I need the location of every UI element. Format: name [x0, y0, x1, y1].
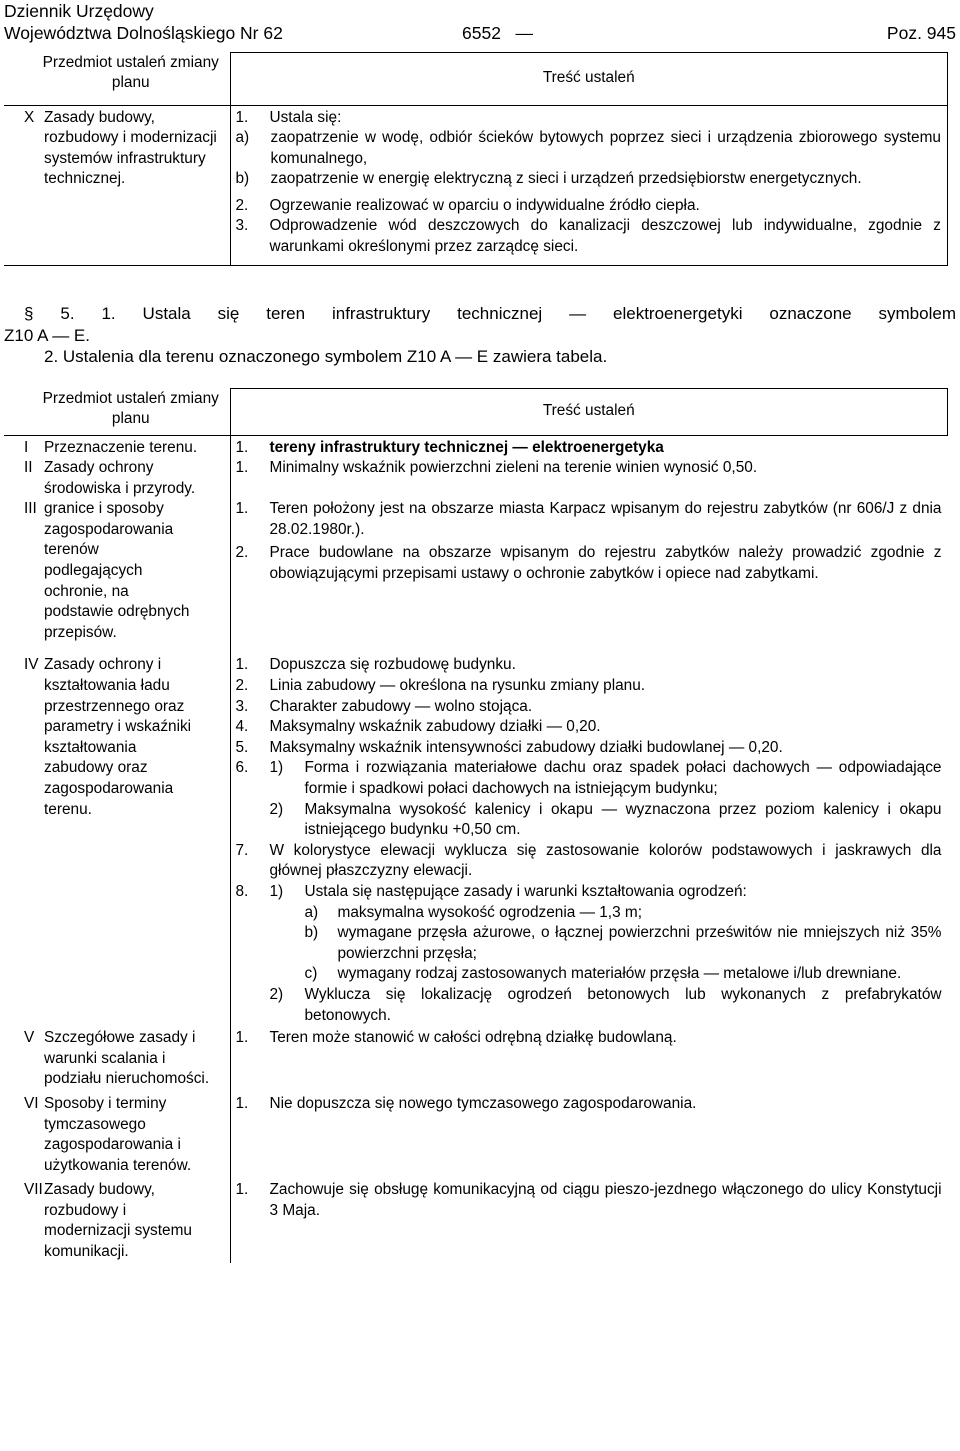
- row-content: [230, 105, 948, 265]
- list-subitem: 1) Ustala się następujące zasady i warunki kształtowania ogrodzeń:: [269, 882, 747, 900]
- subject-header: Przedmiot ustaleń zmiany planu: [4, 53, 230, 106]
- section-paragraph-1-cont: Z10 A — E.: [4, 326, 90, 345]
- list-subitem: 2) Wyklucza się lokalizację ogrodzeń betonowych lub wykonanych z prefabrykatów betonowych.: [269, 985, 942, 1024]
- list-item: 7. W kolorystyce elewacji wyklucza się zastosowanie kolorów podstawowych i jaskrawych dla głównej płaszczyzny elewacji.: [235, 841, 942, 880]
- table-row: III granice i sposoby zagospodarowania terenów podlegających ochronie, na podstawie odrębnych przepisów. 1. Teren położony jest na obszarze miasta Karpacz wpisanym do rejestru zabytków (nr 606/J z dnia 28.02.1980r.). 2. Prace budowlane na obszarze wpisanym do rejestru zabytków należy prowadzić zgodnie z obowiązującymi przepisami ustawy o ochronie zabytków i opiece nad zabytkami.: [4, 499, 948, 655]
- list-subitem: b) zaopatrzenie w energię elektryczną z sieci i urządzeń przedsiębiorstw energetycznych.: [235, 170, 862, 188]
- list-item: 1. Teren położony jest na obszarze miasta Karpacz wpisanym do rejestru zabytków (nr 606/J z dnia 28.02.1980r.).: [235, 500, 942, 538]
- table-row: [4, 105, 948, 265]
- voivodeship-number: Województwa Dolnośląskiego Nr 62: [4, 23, 283, 43]
- content-header: Treść ustaleń: [230, 389, 948, 436]
- row-subject: Zasady budowy, rozbudowy i modernizacji systemów infrastruktury technicznej.: [40, 105, 230, 265]
- journal-title: Dziennik Urzędowy: [4, 1, 154, 21]
- table-z10-rules: [4, 388, 948, 1263]
- list-subitem: 2) Maksymalna wysokość kalenicy i okapu — wyznaczona przez poziom kalenicy i okapu istniejącego budynku +0,50 cm.: [269, 800, 942, 839]
- table-header-row: [4, 389, 948, 436]
- list-item: 1. tereny infrastruktury technicznej — elektroenergetyka: [235, 438, 664, 456]
- page-number: 6552 —: [462, 23, 534, 43]
- row-numeral: X: [4, 105, 40, 265]
- table-header-row: [4, 53, 948, 106]
- list-item: 1. Dopuszcza się rozbudowę budynku.: [235, 656, 516, 674]
- list-item: 1. Nie dopuszcza się nowego tymczasowego zagospodarowania.: [235, 1094, 697, 1112]
- list-item: 2. Linia zabudowy — określona na rysunku zmiany planu.: [235, 677, 646, 695]
- list-subsubitem: c) wymagany rodzaj zastosowanych materiałów przęsła — metalowe i/lub drewniane.: [304, 965, 902, 983]
- list-item: 3. Charakter zabudowy — wolno stojąca.: [235, 697, 533, 715]
- content-header: Treść ustaleń: [230, 53, 948, 106]
- subject-header: Przedmiot ustaleń zmiany planu: [4, 389, 230, 436]
- list-item: 6. 1) Forma i rozwiązania materiałowe dachu oraz spadek połaci dachowych — odpowiadające formie i spadkowi połaci dachowych na istniejącym budynku; 2) Maksymalna wysokość kalenicy i okapu — wyznaczona przez poziom kalenicy i okapu istniejącego budynku +0,50 cm.: [236, 758, 948, 840]
- table-row: VII Zasady budowy, rozbudowy i modernizacji systemu komunikacji. 1. Zachowuje się obsługę komunikacyjną od ciągu pieszo-jezdnego włączonego do ulicy Konstytucji 3 Maja.: [4, 1180, 948, 1262]
- section-paragraph-1: § 5. 1. Ustala się teren infrastruktury technicznej — elektroenergetyki oznaczone symbolem: [24, 304, 956, 323]
- list-subsubitem: a) maksymalna wysokość ogrodzenia — 1,3 m;: [304, 903, 643, 921]
- list-subsubitem: b) wymagane przęsła ażurowe, o łącznej powierzchni prześwitów nie mniejszych niż 35% powierzchni przęsła;: [304, 924, 942, 962]
- header-line: [4, 22, 956, 44]
- section-paragraph-2: 2. Ustalenia dla terenu oznaczonego symbolem Z10 A — E zawiera tabela.: [44, 347, 608, 366]
- list-item: 1. Zachowuje się obsługę komunikacyjną od ciągu pieszo-jezdnego włączonego do ulicy Konstytucji 3 Maja.: [235, 1181, 942, 1219]
- list-item: 4. Maksymalny wskaźnik zabudowy działki — 0,20.: [235, 718, 601, 736]
- position-number: Poz. 945: [886, 23, 956, 43]
- list-item: 1. Minimalny wskaźnik powierzchni zieleni na terenie winien wynosić 0,50.: [235, 459, 758, 477]
- list-item: 1. Ustala się:: [235, 108, 342, 126]
- list-subitem: 1) Forma i rozwiązania materiałowe dachu oraz spadek połaci dachowych — odpowiadające formie i spadkowi połaci dachowych na istniejącym budynku;: [269, 759, 942, 797]
- list-item: 2. Ogrzewanie realizować w oparciu o indywidualne źródło ciepła.: [235, 196, 700, 214]
- list-item: 8. 1) Ustala się następujące zasady i warunki kształtowania ogrodzeń: a) maksymalna wysokość ogrodzenia — 1,3 m; b) wymagane przęsła ażurowe, o łącznej powierzchni prześwitów nie mniejszych niż 35% powierzchni przęsła; c) wymagany rodzaj zastosowanych materiałów przęsła — metalowe i/lub drewniane. 2) Wyklucza się lokalizację ogrodzeń betonowych lub wykonanych z prefabrykatów betonowych.: [236, 882, 948, 1026]
- list-subitem: a) zaopatrzenie w wodę, odbiór ścieków bytowych poprzez sieci i urządzenia zbiorowego systemu komunalnego,: [235, 129, 941, 167]
- table-row: II Zasady ochrony środowiska i przyrody. 1. Minimalny wskaźnik powierzchni zieleni na terenie winien wynosić 0,50.: [4, 458, 948, 499]
- list-item: 5. Maksymalny wskaźnik intensywności zabudowy działki budowlanej — 0,20.: [235, 738, 783, 756]
- table-row: IV Zasady ochrony i kształtowania ładu przestrzennego oraz parametry i wskaźniki kształtowania zabudowy oraz zagospodarowania terenu. 1. Dopuszcza się rozbudowę budynku. 2. Linia zabudowy — określona na rysunku zmiany planu. 3. Charakter zabudowy — wolno stojąca. 4. Maksymalny wskaźnik zabudowy działki — 0,20. 5. Maksymalny wskaźnik intensywności zabudowy działki budowlanej — 0,20. 6. 1) Forma i rozwiązania materiałowe dachu oraz spadek połaci dachowych — odpowiadające formie i spadkowi połaci dachowych na istniejącym budynku; 2) Maksymalna wysokość kalenicy i okapu — wyznaczona przez poziom kalenicy i okapu istniejącego budynku +0,50 cm. 7. W kolorystyce elewacji wyklucza się zastosowanie kolorów podstawowych i jaskrawych dla głównej płaszczyzny elewacji. 8. 1) Ustala się następujące zasady i warunki kształtowania ogrodzeń: a) maksymalna wysokość ogrodzenia — 1,3 m; b) wymagane przęsła ażurowe, o łącznej powierzchni prześwitów nie mniejszych niż 35% powierzchni przęsła; c) wymagany rodzaj zastosowanych materiałów przęsła — metalowe i/lub drewniane. 2) Wyklucza się lokalizację ogrodzeń betonowych lub wykonanych z prefabrykatów betonowych.: [4, 655, 948, 1026]
- table-row: V Szczegółowe zasady i warunki scalania i podziału nieruchomości. 1. Teren może stanowić w całości odrębną działkę budowlaną.: [4, 1026, 948, 1094]
- list-item: 1. Teren może stanowić w całości odrębną działkę budowlaną.: [235, 1029, 677, 1047]
- list-item: 3. Odprowadzenie wód deszczowych do kanalizacji deszczowej lub indywidualne, zgodnie z warunkami określonymi przez zarządcę sieci.: [235, 217, 941, 256]
- table-row: VI Sposoby i terminy tymczasowego zagospodarowania i użytkowania terenów. 1. Nie dopuszcza się nowego tymczasowego zagospodarowania.: [4, 1094, 948, 1180]
- table-infrastructure-rules: [4, 52, 948, 266]
- list-item: 2. Prace budowlane na obszarze wpisanym do rejestru zabytków należy prowadzić zgodnie z obowiązującymi przepisami ustawy o ochronie zabytków i opiece nad zabytkami.: [235, 544, 942, 583]
- table-row: I Przeznaczenie terenu. 1. tereny infrastruktury technicznej — elektroenergetyka: [4, 435, 948, 458]
